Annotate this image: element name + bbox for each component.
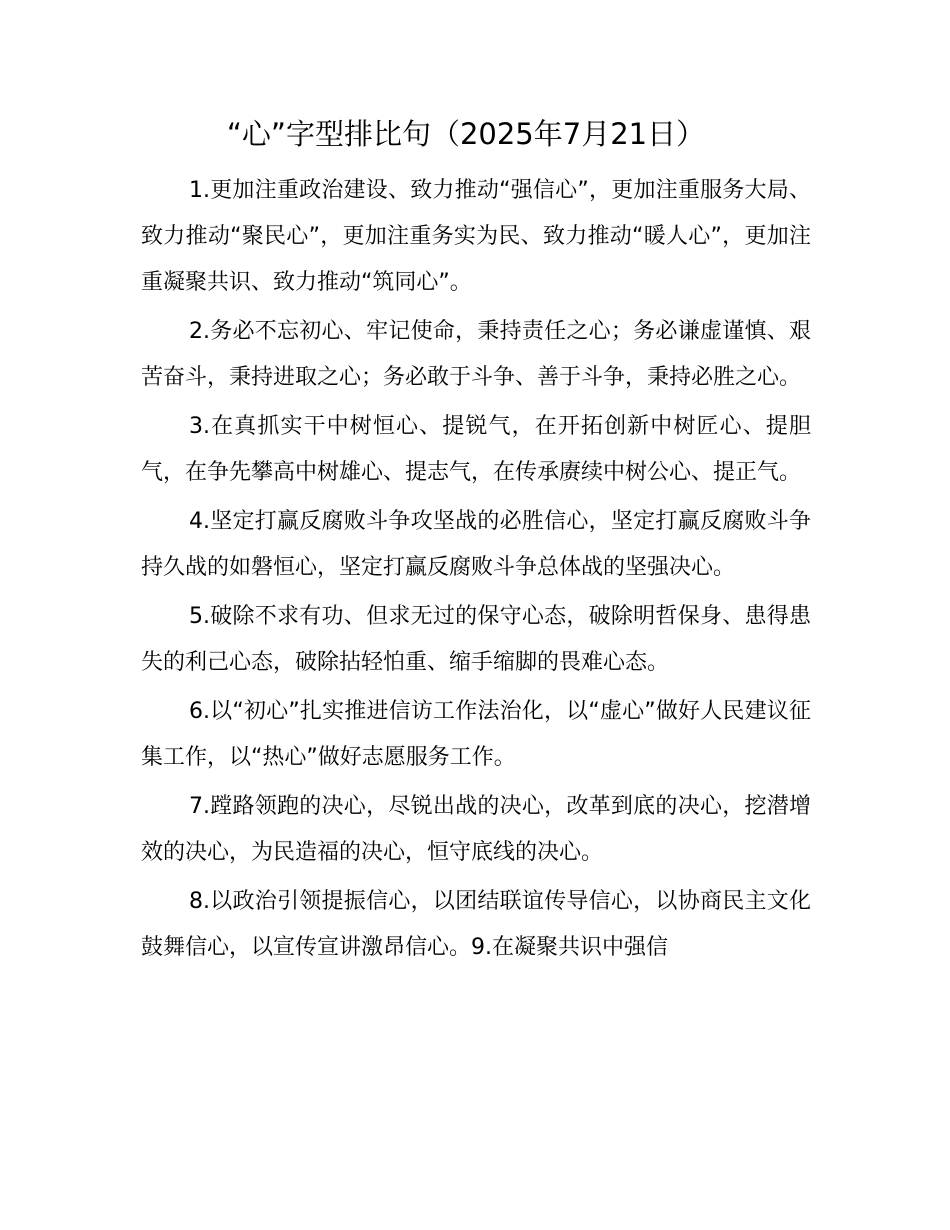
paragraph-4: 4.坚定打赢反腐败斗争攻坚战的必胜信心，坚定打赢反腐败斗争持久战的如磐恒心，坚定打赢反腐败斗争总体战的坚强决心。 bbox=[141, 509, 811, 580]
paragraph-6: 6.以“初心”扎实推进信访工作法治化，以“虚心”做好人民建议征集工作，以“热心”做好志愿服务工作。 bbox=[141, 699, 811, 770]
paragraph-7: 7.蹚路领跑的决心，尽锐出战的决心，改革到底的决心，挖潜增效的决心，为民造福的决心，恒守底线的决心。 bbox=[141, 794, 811, 865]
paragraph-1: 1.更加注重政治建设、致力推动“强信心”，更加注重服务大局、致力推动“聚民心”，更加注重务实为民、致力推动“暖人心”，更加注重凝聚共识、致力推动“筑同心”。 bbox=[141, 178, 811, 295]
paragraph-2: 2.务必不忘初心、牢记使命，秉持责任之心；务必谦虚谨慎、艰苦奋斗，秉持进取之心；务必敢于斗争、善于斗争，秉持必胜之心。 bbox=[141, 319, 811, 390]
paragraph-3: 3.在真抓实干中树恒心、提锐气，在开拓创新中树匠心、提胆气，在争先攀高中树雄心、提志气，在传承赓续中树公心、提正气。 bbox=[141, 414, 811, 485]
document-title: “心”字型排比句（2025年7月21日） bbox=[226, 117, 706, 151]
paragraph-8: 8.以政治引领提振信心，以团结联谊传导信心，以协商民主文化鼓舞信心，以宣传宣讲激昂信心。9.在凝聚共识中强信 bbox=[141, 889, 811, 960]
paragraph-5: 5.破除不求有功、但求无过的保守心态，破除明哲保身、患得患失的利己心态，破除拈轻怕重、缩手缩脚的畏难心态。 bbox=[141, 604, 811, 675]
document-page bbox=[141, 112, 811, 974]
